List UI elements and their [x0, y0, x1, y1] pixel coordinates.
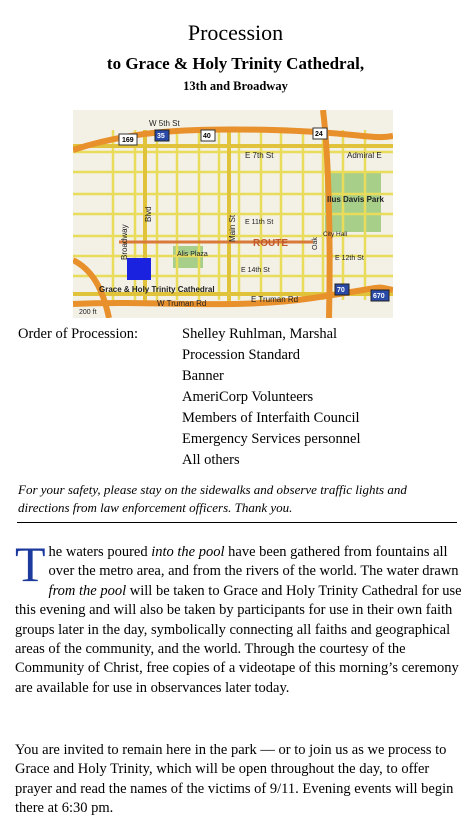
list-item: Emergency Services personnel	[182, 431, 361, 447]
label-cathedral: Grace & Holy Trinity Cathedral	[99, 285, 215, 294]
body-paragraph-1: The waters poured into the pool have been gathered from fountains all over the metro area, and from the rivers of the world. The water drawn from the pool will be taken to Grace and Holy Trinity Cathedral for use this evening and will also be taken by participants for use in their own faith groups later in the day, symbolically connecting all faiths and geographical areas of the community, and the world. Through the courtesy of the Community of Christ, free copies of a videotape of this morning’s ceremony are available for use in observances later today.	[15, 536, 462, 696]
label-admiral: Admiral E	[347, 151, 382, 160]
svg-text:169: 169	[122, 137, 134, 144]
route-map-graphic	[73, 110, 393, 318]
label-ilus-davis-park: Ilus Davis Park	[327, 195, 384, 204]
label-alis-plaza: Alis Plaza	[177, 251, 208, 258]
svg-text:670: 670	[373, 293, 385, 300]
page-title: Procession	[187, 20, 284, 45]
label-e7th: E 7th St	[245, 151, 274, 160]
svg-text:35: 35	[157, 133, 165, 140]
address-line: 13th and Broadway	[183, 79, 288, 93]
list-item: Banner	[182, 368, 224, 384]
label-truman-e: E Truman Rd	[251, 295, 299, 304]
label-main: Main St	[228, 214, 237, 242]
page-subtitle: to Grace & Holy Trinity Cathedral,	[106, 54, 365, 73]
label-e14th: E 14th St	[241, 267, 270, 274]
svg-text:40: 40	[203, 133, 211, 140]
label-e11th: E 11th St	[245, 219, 274, 226]
cathedral-marker	[127, 258, 151, 280]
svg-text:70: 70	[337, 287, 345, 294]
map-scale: 200 ft	[79, 309, 97, 316]
label-broadway: Broadway	[120, 224, 129, 260]
label-blvd: Blvd	[144, 206, 153, 222]
list-item: All others	[182, 452, 240, 468]
label-oak: Oak	[312, 237, 319, 250]
route-map	[73, 110, 393, 318]
list-item: AmeriCorp Volunteers	[182, 389, 314, 405]
svg-text:24: 24	[315, 131, 323, 138]
procession-list	[182, 324, 452, 471]
list-item: Members of Interfaith Council	[182, 410, 360, 426]
label-city-hall: City Hall	[323, 231, 348, 238]
label-e12th: E 12th St	[335, 255, 364, 262]
divider	[17, 522, 457, 523]
list-item: Procession Standard	[182, 347, 300, 363]
order-label: Order of Procession:	[18, 326, 139, 342]
label-w5th: W 5th St	[149, 119, 180, 128]
drop-cap: T	[15, 536, 46, 592]
safety-note: For your safety, please stay on the sidewalks and observe traffic lights and directions from law enforcement officers. Thank you.	[18, 482, 407, 515]
label-route: ROUTE	[253, 238, 288, 249]
list-item: Shelley Ruhlman, Marshal	[182, 326, 338, 342]
label-truman-w: W Truman Rd	[157, 299, 207, 308]
body-paragraph-2: You are invited to remain here in the park — or to join us as we process to Grace and Holy Trinity, which will be open throughout the day, to offer prayer and read the names of the victims of 9/11. Evening events will begin there at 6:30 pm.	[15, 742, 454, 817]
